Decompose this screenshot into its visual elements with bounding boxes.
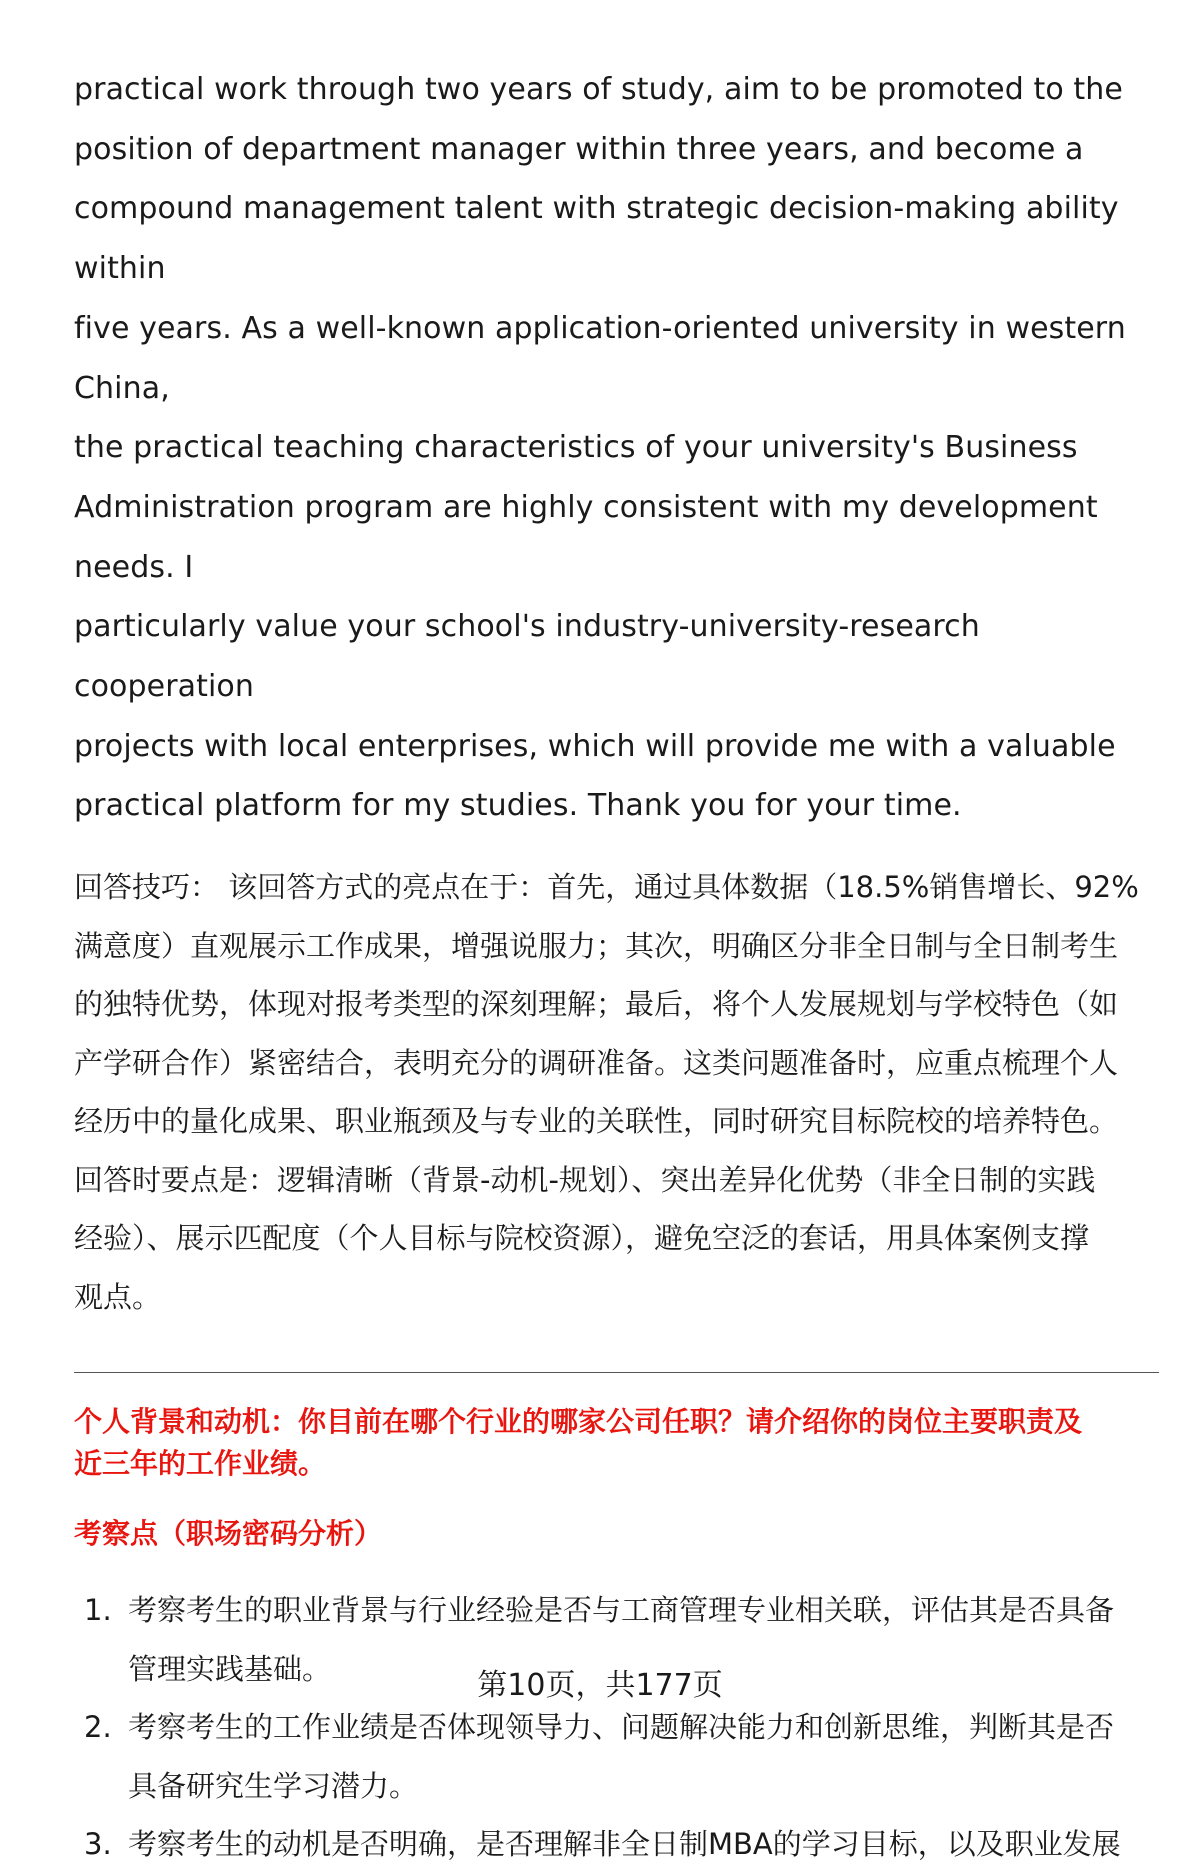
text-line: practical platform for my studies. Thank you for your time. (74, 788, 962, 824)
page-number-footer: 第10页，共177页 (477, 1668, 723, 1703)
list-item (74, 1698, 1159, 1815)
text-line: 的独特优势，体现对报考类型的深刻理解；最后，将个人发展规划与学校特色（如 (74, 987, 1119, 1022)
text-line: position of department manager within three years, and become a (74, 131, 1084, 167)
english-answer-paragraph (74, 60, 1159, 836)
text-line: practical work through two years of study, aim to be promoted to the (74, 72, 1123, 107)
text-line: Administration program are highly consistent with my development needs. I (74, 489, 1098, 585)
text-line: 回答技巧： 该回答方式的亮点在于：首先，通过具体数据（18.5%销售增长、92% (74, 870, 1139, 905)
question-heading (74, 1401, 1159, 1485)
text-line: 经验）、展示匹配度（个人目标与院校资源），避免空泛的套话，用具体案例支撑 (74, 1221, 1090, 1256)
assessment-points-heading: 考察点（职场密码分析） (74, 1517, 383, 1551)
list-item (74, 1815, 1159, 1874)
text-line: 近三年的工作业绩。 (74, 1447, 327, 1481)
text-line: 产学研合作）紧密结合，表明充分的调研准备。这类问题准备时，应重点梳理个人 (74, 1045, 1119, 1080)
text-line: 满意度）直观展示工作成果，增强说服力；其次，明确区分非全日制与全日制考生 (74, 928, 1119, 963)
text-line: projects with local enterprises, which will provide me with a valuable (74, 728, 1116, 764)
section-divider (74, 1372, 1159, 1373)
document-page (74, 60, 1159, 1874)
list-item-number: 1. (84, 1593, 112, 1628)
assessment-points-list (74, 1581, 1159, 1874)
text-line: 具备研究生学习潜力。 (128, 1768, 419, 1803)
text-line: particularly value your school's industry-university-research cooperation (74, 609, 980, 705)
text-line: 考察考生的动机是否明确，是否理解非全日制MBA的学习目标，以及职业发展 (128, 1827, 1121, 1862)
text-line: 管理实践基础。 (128, 1651, 332, 1686)
text-line: 经历中的量化成果、职业瓶颈及与专业的关联性，同时研究目标院校的培养特色。 (74, 1104, 1119, 1139)
text-line: 考察考生的职业背景与行业经验是否与工商管理专业相关联，评估其是否具备 (128, 1593, 1115, 1628)
list-item-number: 3. (84, 1827, 112, 1862)
text-line: the practical teaching characteristics of your university's Business (74, 430, 1078, 466)
text-line: 观点。 (74, 1279, 162, 1314)
list-item-number: 2. (84, 1710, 112, 1745)
text-line: compound management talent with strategic decision-making ability within (74, 191, 1119, 287)
text-line: five years. As a well-known application-oriented university in western China, (74, 310, 1126, 406)
text-line: 个人背景和动机：你目前在哪个行业的哪家公司任职？请介绍你的岗位主要职责及 (74, 1405, 1083, 1439)
text-line: 考察考生的工作业绩是否体现领导力、问题解决能力和创新思维，判断其是否 (128, 1710, 1115, 1745)
text-line: 回答时要点是：逻辑清晰（背景-动机-规划）、突出差异化优势（非全日制的实践 (74, 1162, 1096, 1197)
answer-tips-paragraph (74, 858, 1159, 1326)
